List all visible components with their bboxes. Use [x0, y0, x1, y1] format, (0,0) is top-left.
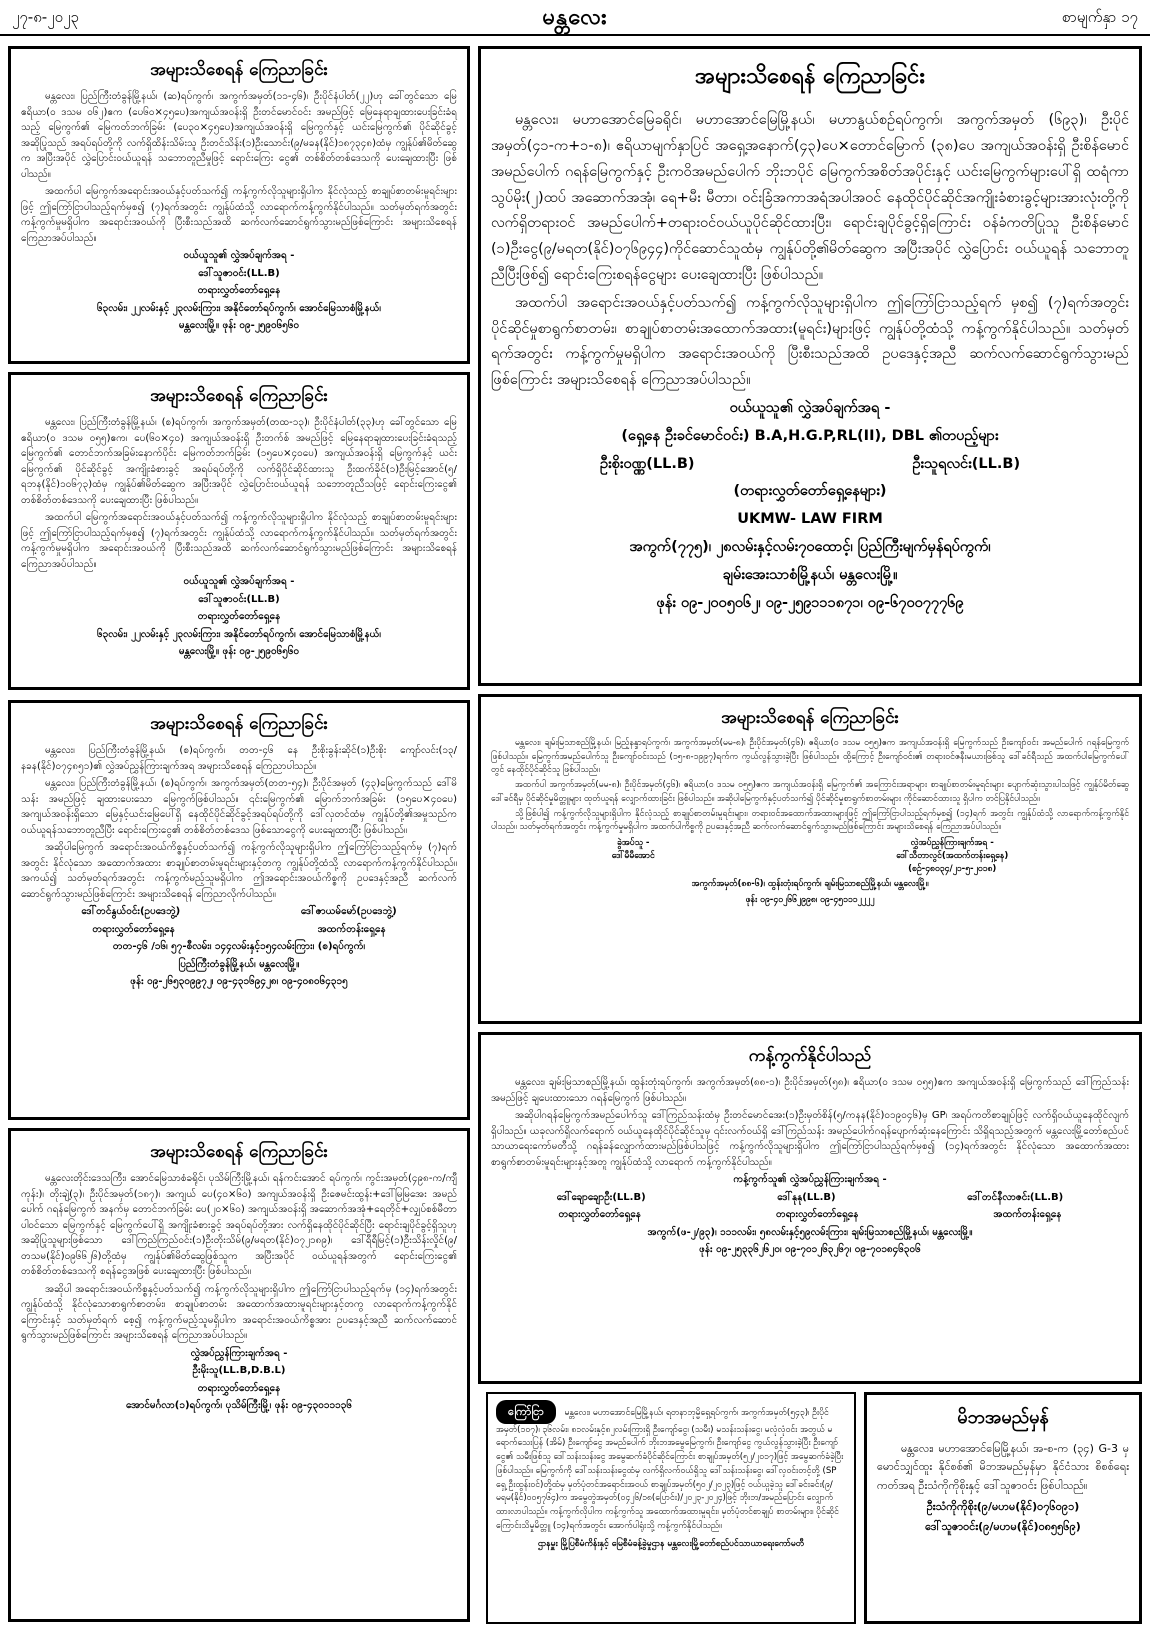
notice-ad-5 [478, 46, 1142, 686]
phone: ဖုန်း ၀၉-၂၀၀၅၀၆၂၊ ၀၉-၂၅၉၁၁၁၈၇၁၊ ၀၉-၆၇၀၀၇၇၇၆၉ [656, 594, 964, 611]
lawyer-name: ဒေါ်နုနု(LL.B) [777, 1191, 836, 1203]
address: ၆၃လမ်း၊ ၂၂လမ်းနှင့် ၂၃လမ်းကြား၊ အနိုင်တော်ရပ်ကွက်၊ အောင်မြေသာစံမြို့နယ်၊ [97, 302, 381, 314]
ad-title: ကန့်ကွက်နိုင်ပါသည် [748, 1046, 872, 1066]
lawyer-name: ဒေါ်သူဇာဝင်း(LL.B) [198, 593, 280, 605]
lawyer-title: (တရားလွှတ်တော်ရှေ့နေများ) [733, 483, 887, 500]
address: အကွက်(၇၇၅)၊ ၂၈လမ်းနှင့်လမ်း၇၀ထောင့်၊ ပြည်ကြီးမျက်မှန်ရပ်ကွက်၊ [629, 538, 991, 555]
ad-paragraph: မန္တလေး၊ မဟာအောင်မြေခရိုင်၊ မဟာအောင်မြေမြို့နယ်၊ မဟာနွယ်စဉ်ရပ်ကွက်၊ အကွက်အမှတ် (၆၉၃)၊ ဦးပိုင်အမှတ်(၄၁-က+၁-၈)၊ ဧရိယာမျက်နှာပြင် အရှေ့အနောက်(၄၃)ပေ×တောင်မြောက် (၃၈)ပေ အကျယ်အဝန်းရှိ ဦးစိန်မောင် အမည်ပေါက် ဂရန်မြေကွက်နှင့် ဦးကဝိအမည်ပေါက် ဘိုးဘပိုင် မြေကွက်အစိတ်အပိုင်းနှင့် ယင်းမြေကွက်များပေါ်ရှိ ထရံကာသွပ်မိုး(၂)ထပ် အဆောက်အအုံ၊ ရေ+မီး မီတာ၊ ဝင်းခြံအကာအရံအပါအဝင် နေထိုင်ပိုင်ဆိုင်အကျိုးခံစားခွင့်များအားလုံးတို့ကို လက်ရှိတရားဝင် အမည်ပေါက်+တရားဝင်ဝယ်ယူပိုင်ဆိုင်ထားပြီး၊ ရောင်းချပိုင်ခွင့်ရှိကြောင်း ဝန်ခံကတိပြုသူ ဦးစိန်မောင် (၁)ဦးငွေ(၉/မရတ(နိုင်)၀၇၆၉၄၄)ကိုင်ဆောင်သူထံမှ ကျွန်ုပ်တို့၏မိတ်ဆွေက အပြီးအပိုင် လွှဲပြောင်း ဝယ်ယူရန် သဘောတူညီပြီးဖြစ်၍ ရောင်းကြေးစရန်ငွေများ ပေးချေထားပြီး ဖြစ်ပါသည်။ [491, 112, 1129, 283]
license-number: (စဥ်-၄၈၀၃၄/၂၁-၅-၂၀၁၈) [908, 864, 997, 875]
address: ၆၃လမ်း၊ ၂၂လမ်းနှင့် ၂၃လမ်းကြား၊ အနိုင်တော်ရပ်ကွက်၊ အောင်မြေသာစံမြို့နယ်၊ [97, 628, 381, 640]
lawyer-name: ဒေါ်သူဇာဝင်း(LL.B) [198, 267, 280, 279]
page-number: စာမျက်နှာ ၁၇ [1062, 8, 1138, 26]
masthead-logo: မန္တလေး [542, 4, 608, 30]
phone: ဖုန်း ၀၉-၂၅၃၃၆၂၆၂၀၊ ၀၉-၇၀၁၂၆၃၂၆၇၊ ၀၉-၇၀၁၈၄၆၃၀၆ [699, 1244, 921, 1256]
lawyer-title: အထက်တန်းရှေ့နေ [317, 923, 386, 935]
ad-title: အများသိစေရန် ကြေညာခြင်း [150, 386, 328, 406]
ad-paragraph: အဆိုပါဂရန်မြေကွက်အမည်ပေါက်သူ ဒေါ်ကြည်သန်းထံမှ ဦးတင်မောင်အေး(၁)ဦးမှတ်စိန်(၅/ကနန(နိုင်)၀၁၉၀၄၆)မှ GP၊ အရပ်ကတိစာချုပ်ဖြင့် လက်ရှိဝယ်ယူနေထိုင်လျက်ရှိပါသည်။ ယခုလက်ရှိလက်ရောက် ဝယ်ယူနေထိုင်ပိုင်ဆိုင်သူမှ ၎င်းလက်ဝယ်ရှိ ဒေါ်ကြည်သန်း အမည်ပေါက်ဂရန်ပျောက်ဆုံးနေကြောင်း သိရှိရသည့်အတွက် မန္တလေးမြို့တော်စည်ပင် သာယာရေးကော်မတီသို့ ဂရန်ခန်လျှောက်ထားမည်ဖြစ်ပါသဖြင့် ကန့်ကွက်လိုသူများရှိပါက ဤကြော်ငြာပါသည့်ရက်မှစ၍ (၁၄)ရက်အတွင်း နိုင်လုံသော အထောက်အထားစာရွက်စာတမ်းမူရင်းများနှင့်အတူ ကျွန်ုပ်ထံသို့ လာရောက် ကန့်ကွက်နိုင်ပါသည်။ [491, 1110, 1129, 1168]
address: တတ-၄၆ /၁၆၊ ၅၇-စီလမ်း၊ ၁၄၄လမ်းနှင့်၁၅၄လမ်းကြား၊ (စ)ရပ်ကွက်၊ [112, 941, 366, 953]
notice-ad-4 [8, 1128, 470, 1622]
signature-line: ဝယ်ယူသူ၏ လွှဲအပ်ချက်အရ - [183, 576, 295, 588]
lawyer-names [21, 904, 457, 920]
signer-name: ဒေါ်မီမီအောင် [611, 850, 655, 861]
ad-paragraph: မန္တလေး၊ ချမ်းမြသာစည်မြို့နယ်၊ မြည့်နန္ဒာရပ်ကွက်၊ အကွက်အမှတ်(မမ-၈)၊ ဦးပိုင်အမှတ်(၄၆)၊ ဧရိယာ(၀ ဒသမ ၀၅၅)ဧက အကျယ်အဝန်းရှိ မြေကွက်သည် ဦးကျော်ဝင်း အမည်ပေါက် ဂရန်မြေကွက် ဖြစ်ပါသည်။ မြေကွက်အမည်ပေါက်သူ ဦးကျော်ဝင်းသည် (၁၅-၈-၁၉၉၇)ရက်က ကွယ်လွန်သွားခဲ့ပြီး ဖြစ်ပါသည်။ ထို့ကြောင့် ဦးကျော်ဝင်း၏ တရားဝင်ဇနီးမယားဖြစ်သူ ဒေါ်ခင်ရီသည် အထက်ပါမြေကွက်ပေါ်တွင် နေထိုင်ပိုင်ဆိုင်သူ ဖြစ်ပါသည်။ [491, 738, 1129, 775]
notice-ad-8 [486, 1392, 856, 1624]
notice-ad-1 [8, 46, 470, 364]
signature-line: လွှဲအပ်ညွှန်ကြားချက်အရ - [910, 837, 994, 848]
ad-title: အများသိစေရန် ကြေညာခြင်း [150, 1142, 328, 1162]
phone: မန္တလေးမြို့။ ဖုန်း ၀၉-၂၅၉၀၆၅၆၀ [178, 646, 300, 658]
address: အကွက်အမှတ်(၈၈-၆)၊ ထွန်းတုံးရပ်ကွက်၊ ချမ်းမြသာစည်မြို့နယ်၊ မန္တလေးမြို့။ [691, 879, 929, 890]
ad-paragraph: အထက်ပါ မြေကွက်အရောင်းအဝယ်နှင့်ပတ်သက်၍ ကန့်ကွက်လိုသူများရှိပါက နိုင်လုံသည့် စာချုပ်စာတမ်းမူရင်းများဖြင့် ဤကြော်ငြာပါသည့်ရက်မှစ၍ (၇)ရက်အတွင်း ကျွန်ုပ်ထံသို့ လာရောက်ကန့်ကွက်နိုင်ပါသည်။ သတ်မှတ်ရက်အတွင်း ကန့်ကွက်မှုမရှိပါက အရောင်းအဝယ်ကို ပြီးစီးသည်အထိ ဆက်လက်ဆောင်ရွက်သွားမည်ဖြစ်ကြောင်း အများသိစေရန် ကြေညာအပ်ပါသည်။ [21, 512, 457, 570]
firm-name: UKMW- LAW FIRM [737, 511, 883, 528]
lawyer-name: ဒေါ်သီတာလွင်(အထက်တန်းရှေ့နေ) [896, 850, 1009, 861]
notice-ad-2 [8, 372, 470, 690]
signature-line: ကန့်ကွက်သူ၏ လွှဲအပ်ညွှန်ကြားချက်အရ - [733, 1174, 887, 1186]
lawyer-name: ဒေါ်ဇာယမ်မော်(ဥပဒေဘွဲ့) [300, 906, 397, 918]
phone: ဖုန်း ၀၉-၂၆၅၃၀၉၉၇၂၊ ၀၉-၄၃၁၆၉၄၂၈၊ ၀၉-၄၀၈၀၆၄၃၁၅ [130, 976, 348, 988]
notice-ad-3 [8, 700, 470, 1120]
lawyer-names [491, 452, 1129, 478]
address: အောင်မင်္ဂလာ(၁)ရပ်ကွက်၊ ပုသိမ်ကြီးမြို့၊ ဖုန်း ၀၉-၄၃၀၁၁၁၃၆ [125, 1400, 353, 1412]
lawyer-title: တရားလွှတ်တော်ရှေ့နေ [197, 285, 281, 297]
lawyer-titles [491, 1207, 1129, 1223]
ad-paragraph: မန္တလေး၊ မဟာအောင်မြေမြို့နယ်၊ အ-စ-က (၃၄) G-3 မှ မောင်သျှင်ထူး နိုင်စစ်၏ မိဘအမည်မှန်မှာ နိုင်ငံသား စိစစ်ရေးကတ်အရ ဦးသံကိုကိုစိုးနှင့် ဒေါ်သူဇာဝင်း ဖြစ်ပါသည်။ [877, 1441, 1129, 1492]
lawyer-name: ဦးစိုးဝဏ္ဏ(LL.B) [599, 455, 695, 472]
notice-ad-9 [864, 1392, 1142, 1624]
signature-line: ခွဲအပ်သူ - [616, 837, 650, 848]
lawyer-title: တရားလွှတ်တော်ရှေ့နေ [558, 1209, 641, 1221]
lawyer-name: ဦးသူရလင်း(LL.B) [912, 455, 1021, 472]
lawyer-titles [21, 922, 457, 938]
notice-badge: ကြော်ငြာ [496, 1400, 556, 1424]
ad-paragraph: မန္တလေး၊ ပြည်ကြီးတံခွန်မြို့နယ်၊ (စ)ရပ်ကွက်၊ အကွက်အမှတ်(တထ-၁၃)၊ ဦးပိုင်နံပါတ်(၃၃)ဟု ခေါ်တွင်သော မြေဧရိယာ(၀ ဒသမ ၀၅၅)ဧက၊ ပေ(၆၀×၄၀) အကျယ်အဝန်းရှိ ဦးတက်စ် အမည်ဖြင့် မြေနေရာချထားပေးခြင်းခံရသည့် မြေကွက်၏ တောင်ဘက်အခြမ်းနောက်ပိုင်း မြေကတ်ဘက်ခြမ်း (၁၅ပေ×၄၀ပေ) အကျယ်အဝန်းရှိ မြေကွက်နှင့် ယင်းမြေကွက်၏ ပိုင်ဆိုင်ခွင့် အကျိုးခံစားခွင့် အရပ်ရပ်တို့ကို လက်ရှိပိုင်ဆိုင်ထားသူ ဦးထက်ခိုင်(၁)ဦးမြင့်အောင်(၅/ရဘန(နိုင်)၁၀၆၇၃)ထံမှ ကျွန်ုပ်၏မိတ်ဆွေက အပြီးအပိုင် လွှဲပြောင်းဝယ်ယူရန် သဘောတူညီသဖြင့် ရောင်းကြေးငွေ၏ တစ်စိတ်တစ်ဒေသကို ပေးချေထားပြီး ဖြစ်ပါသည်။ [21, 417, 457, 506]
lawyer-title: တရားလွှတ်တော်ရှေ့နေ [775, 1209, 859, 1221]
phone: မန္တလေးမြို့။ ဖုန်း ၀၉-၂၅၉၀၆၅၆၀ [178, 320, 300, 332]
lawyer-title: တရားလွှတ်တော်ရှေ့နေ [92, 923, 175, 935]
ad-paragraph: မန္တလေး၊ ပြည်ကြီးတံခွန်မြို့နယ်၊ (စ)ရပ်ကွက်၊ တတ-၄၆ နေ ဦးစိုးခွန်းဆိုင်(၁)ဦးစိုး ကျော်လင်း(၁၃/နခန(နိုင်)၀၇၄၈၅၁)၏ လွှဲအပ်ညွှန်ကြားချက်အရ အများသိစေရန် ကြေညာပါသည်။ [21, 745, 457, 772]
ad-paragraph: အထက်ပါ မြေကွက်အရောင်းအဝယ်နှင့်ပတ်သက်၍ ကန့်ကွက်လိုသူများရှိပါက နိုင်လုံသည့် စာချုပ်စာတမ်းမူရင်းများဖြင့် ဤကြော်ငြာပါသည့်ရက်မှစ၍ (၇)ရက်အတွင်း ကျွန်ုပ်ထံသို့ လာရောက်ကန့်ကွက်နိုင်ပါသည်။ သတ်မှတ်ရက်အတွင်း ကန့်ကွက်မှုမရှိပါက အရောင်းအဝယ်ကို ပြီးစီးသည်အထိ ဆက်လက်ဆောင်ရွက်သွားမည်ဖြစ်ကြောင်း အများသိစေရန် ကြေညာအပ်ပါသည်။ [21, 186, 457, 244]
page-header [0, 0, 1150, 36]
signature-line: ဝယ်ယူသူ၏ လွှဲအပ်ချက်အရ - [729, 399, 891, 416]
ad-paragraph: မန္တလေး၊ ပြည်ကြီးတံခွန်မြို့နယ်၊ (ဆ)ရပ်ကွက်၊ အကွက်အမှတ်(၁၁-၄၆)၊ ဦးပိုင်နံပါတ်(၂၂)ဟု ခေါ်တွင်သော မြေဧရိယာ(၀ ဒသမ ၀၆၂)ဧက (ပေ၆၀×၄၅ပေ)အကျယ်အဝန်းရှိ ဦးတင်မောင်ဝင်း အမည်ဖြင့် မြေနေရာချထားပေးခြင်းခံရသည့် မြေကွက်၏ မြေကတ်ဘက်ခြမ်း (ပေ၃၀×၄၅ပေ)အကျယ်အဝန်းရှိ မြေကွက်နှင့် ယင်းမြေကွက်၏ ပိုင်ဆိုင်ခွင့် အဆိုပြုသည် အရပ်ရပ်တို့ကို လက်ရှိထိန်းသိမ်းသူ ဦးတင်သိန်း(၁)ဦးသောင်း(၉/မခန(နိုင်)၁၈၇၃၄၈)ထံမှ ကျွန်ုပ်၏မိတ်ဆွေက အပြီးအပိုင် လွှဲပြောင်းဝယ်ယူရန် သဘောတူညီမှုဖြင့် ရောင်းကြေး ငွေ၏ တစ်စိတ်တစ်ဒေသကို ပေးချေထားပြီး ဖြစ်ပါသည်။ [21, 91, 457, 180]
firm-note: (ရှေ့နေ ဦးခင်မောင်ဝင်း) B.A,H.G.P,RL(II), DBL ၏တပည့်များ [621, 427, 999, 444]
issuing-office: ဌာနမှူး မြို့ပြစီမံကိန်းနှင့် မြေစီမံခန့်ခွဲမှုဌာန မန္တလေးမြို့တော်စည်ပင်သာယာရေးကော်မတီ [537, 1538, 805, 1549]
ad-paragraph: အဆိုပါ အရောင်းအဝယ်ကိစ္စနှင့်ပတ်သက်၍ ကန့်ကွက်လိုသူများရှိပါက ဤကြော်ငြာပါသည့်ရက်မှ (၁၄)ရက်အတွင်း ကျွန်ုပ်ထံသို့ နိုင်လုံသောစာရွက်စာတမ်း၊ စာချုပ်စာတမ်း အထောက်အထားမူရင်းများနှင့်တကွ လာရောက်ကန့်ကွက်နိုင်ကြောင်းနှင့် သတ်မှတ်ရက် စေ့၍ ကန့်ကွက်မည့်သူမရှိပါက အရောင်းအဝယ်ကိစ္စအား ဥပဒေနှင့်အညီ ဆက်လက်ဆောင် ရွက်သွားမည်ဖြစ်ကြောင်း အများသိစေရန် ကြေညာအပ်ပါသည်။ [21, 1283, 457, 1342]
lawyer-name: ဒေါ်တင်နွယ်ဝင်း(ဥပဒေဘွဲ့) [81, 906, 181, 918]
ad-paragraph: မန္တလေး၊ ပြည်ကြီးတံခွန်မြို့နယ်၊ (စ)ရပ်ကွက်၊ အကွက်အမှတ်(တတ-၅၄)၊ ဦးပိုင်အမှတ် (၄၃)မြေကွက်သည် ဒေါ်မိသန်း အမည်ဖြင့် ချထားပေးသော မြေကွက်ဖြစ်ပါသည်။ ၎င်းမြေကွက်၏ မြောက်ဘက်အခြမ်း (၁၅ပေ×၄၀ပေ) အကျယ်အဝန်းရှိသော မြေနှင့်ယင်းမြေပေါ်ရှိ နေထိုင်ပိုင်ဆိုင်ခွင့်အရပ်ရပ်တို့ကို ဒေါ်လှတင်ထံမှ ကျွန်ုပ်တို့၏အမှုသည်က ဝယ်ယူရန်သဘောတူညီပြီး ရောင်းကြေးငွေ၏ တစ်စိတ်တစ်ဒေသ ဖြစ်သောငွေကို ပေးချေထားပြီး ဖြစ်ပါသည်။ [21, 778, 457, 836]
phone: ဖုန်း ၀၉-၄၀၂၆၆၂၉၉၈၊ ၀၉-၄၅၁၁၁၂၂၂၂ [745, 894, 875, 905]
ad-title: အများသိစေရန် ကြေညာခြင်း [150, 714, 328, 734]
signatures [491, 837, 1129, 877]
ad-paragraph: အဆိုပါမြေကွက် အရောင်းအဝယ်ကိစ္စနှင့်ပတ်သက်၍ ကန့်ကွက်လိုသူများရှိပါက ဤကြော်ငြာသည့်ရက်မှ (၇)ရက်အတွင်း နိုင်လုံသော အထောက်အထား စာချုပ်စာတမ်းမူရင်းများနှင့်တကွ ကျွန်ုပ်တို့ထံသို့ လာရောက်ကန့်ကွက်နိုင်ပါသည်။ အကယ်၍ သတ်မှတ်ရက်အတွင်း ကန့်ကွက်မည့်သူမရှိပါက ဤအရောင်းအဝယ်ကိစ္စကို ဥပဒေနှင့်အညီ ဆက်လက်ဆောင်ရွက်သွားမည်ဖြစ်ကြောင်း အများသိစေရန် ကြေညာလိုက်ပါသည်။ [21, 842, 457, 900]
lawyer-names [491, 1190, 1129, 1206]
ad-title: အများသိစေရန် ကြေညာခြင်း [150, 60, 328, 80]
address: ချမ်းအေးသာစံမြို့နယ်၊ မန္တလေးမြို့။ [722, 566, 898, 583]
ad-title: အများသိစေရန် ကြေညာခြင်း [695, 64, 925, 89]
issue-date: ၂၇-၈-၂၀၂၃ [12, 8, 79, 26]
ad-title: အများသိစေရန် ကြေညာခြင်း [721, 708, 899, 728]
parent-name: ဒေါ်သူဇာဝင်း(၉/မဟမ(နိုင်)၀၈၅၅၆၉) [925, 1520, 1081, 1534]
ad-paragraph: မန္တလေး၊ ချမ်းမြသာစည်မြို့နယ်၊ ထွန်းတုံးရပ်ကွက်၊ အကွက်အမှတ်(၈၈-၁)၊ ဦးပိုင်အမှတ်(၅၈)၊ ဧရိယာ(၀ ဒသမ ၀၅၅)ဧက အကျယ်အဝန်းရှိ မြေကွက်သည် ဒေါ်ကြည်သန်း အမည်ဖြင့် ချပေးထားသော ဂရန်မြေကွက် ဖြစ်ပါသည်။ [491, 1077, 1129, 1104]
notice-ad-7 [478, 1032, 1142, 1384]
ad-paragraph: မန္တလေးတိုင်းဒေသကြီး၊ အောင်မြေသာစံခရိုင်၊ ပုသိမ်ကြီးမြို့နယ်၊ ရန်ကင်းအောင် ရပ်ကွက်၊ ကွင်းအမှတ်(၄၉၈-က/ကျီကုန်း)၊ တိုးချဲ့(၃)၊ ဦးပိုင်အမှတ်(၁၈၇)၊ အကျယ် ပေ(၄၀×၆၀) အကျယ်အဝန်းရှိ ဦးဇေမင်းထွန်း+ဒေါ်မြမြအေး အမည်ပေါက် ဂရန်မြေကွက် အနက်မှ တောင်ဘက်ခြမ်း ပေ(၂၀×၆၀) အကျယ်အဝန်းရှိ အဆောက်အအုံ+ရေတိုင်+လျှပ်စစ်မီတာပါဝင်သော မြေကွက်နှင့် မြေကွက်ပေါ်ရှိ အကျိုးခံစားခွင့် အရပ်ရပ်တို့အား လက်ရှိနေထိုင်ပိုင်ဆိုင်ပြီး ရောင်းချပိုင်ခွင့်ရှိသူဟု အဆိုပြုသူများဖြစ်သော ဒေါ်ကြည်ကြည်ဝင်း(၁)ဦးတိုးသိမ်(၉/မရတ(နိုင်)၀၇၂၁၈၉)၊ ဒေါ်ရီရီမြင့်(၁)ဦးသိန်းလှိုင်(၉/တသမ(နိုင်)၀၉၆၆၂၆)တို့ထံမှ ကျွန်ုပ်၏မိတ်ဆွေဖြစ်သူက အပြီးအပိုင် ဝယ်ယူရန်အတွက် ရောင်းကြေးငွေ၏ တစ်စိတ်တစ်ဒေသကို စရန်ငွေအဖြစ် ပေးချေထားပြီး ဖြစ်ပါသည်။ [21, 1173, 457, 1278]
lawyer-title: တရားလွှတ်တော်ရှေ့နေ [197, 1382, 281, 1394]
ad-paragraph: အထက်ပါ အရောင်းအဝယ်နှင့်ပတ်သက်၍ ကန့်ကွက်လိုသူများရှိပါက ဤကြော်ငြာသည့်ရက် မှစ၍ (၇)ရက်အတွင်း ပိုင်ဆိုင်မှုစာရွက်စာတမ်း၊ စာချုပ်စာတမ်းအထောက်အထား(မူရင်း)များဖြင့် ကျွန်ုပ်တို့ထံသို့ ကန့်ကွက်နိုင်ပါသည်။ သတ်မှတ်ရက်အတွင်း ကန့်ကွက်မှုမရှိပါက အရောင်းအဝယ်ကို ပြီးစီးသည်အထိ ဥပဒေနှင့်အညီ ဆက်လက်ဆောင်ရွက်သွားမည်ဖြစ်ကြောင်း အများသိစေရန် ကြေညာအပ်ပါသည်။ [491, 294, 1129, 389]
lawyer-title: အထက်တန်းရှေ့နေ [993, 1209, 1062, 1221]
ad-paragraph: အထက်ပါ အကွက်အမှတ်(မမ-၈)၊ ဦးပိုင်အမှတ်(၄၆)၊ ဧရိယာ(၀ ဒသမ ၀၅၅)ဧက အကျယ်အဝန်းရှိ မြေကွက်၏ အကြောင်းအရာများ စာချုပ်စာတမ်းမူရင်းများ ပျောက်ဆုံးသွားပါသဖြင့် ကျွန်ုပ်မိတ်ဆွေ ဒေါ်ခင်ရီမှ ပိုင်ဆိုင်မှုမိတ္တူများ ထုတ်ယူရန် လျှောက်ထားခြင်း ဖြစ်ပါသည်။ အဆိုပါမြေကွက်နှင့်ပတ်သက်၍ ပိုင်ဆိုင်မှုစာရွက်စာတမ်းများ ကိုင်ဆောင်ထားသူ ရှိပါက တင်ပြနိုင်ပါသည်။ [491, 780, 1129, 804]
address: ပြည်ကြီးတံခွန်မြို့နယ်၊ မန္တလေးမြို့။ [178, 958, 300, 970]
signature-line: ဝယ်ယူသူ၏ လွှဲအပ်ချက်အရ - [183, 250, 295, 262]
address: အကွက်(ဖ-၂/၉၃)၊ ၁၁၁လမ်း၊ ၅၈လမ်းနှင့်၅၉လမ်းကြား၊ ချမ်းမြသာစည်မြို့နယ်၊ မန္တလေးမြို့။ [647, 1226, 973, 1238]
lawyer-title: တရားလွှတ်တော်ရှေ့နေ [197, 611, 281, 623]
lawyer-name: ဒေါ်တင်နီလာဇင်း(LL.B) [967, 1191, 1064, 1203]
lawyer-name: ဒေါ်ချောချောဦး(LL.B) [556, 1191, 646, 1203]
ad-paragraph: မန္တလေး၊ မဟာအောင်မြေမြို့နယ်၊ ရတနာဘုမ္မိရှေ့ရပ်ကွက်၊ အကွက်အမှတ်(၅၄၃)၊ ဦးပိုင်အမှတ်(၁၀၇)၊ ၃၆လမ်း၊ ၈၁လမ်းနှင့်၈၂လမ်းကြားရှိ ဦးကျော်ငွေ၊ (သမီး) မသန်းသန်းငွေ၊ မလုံလုံဝင်း အတွယ် မရောက်သေးပြန် (အိမ်) ဦးကျော်ငွေ အမည်ပေါက် ဘိုးဘအမွေမြေကွက်၊ ဦးကျော်ငွေ ကွယ်လွန်သွားခဲ့ပြီး ဦးကျော်ငွေ၏ သမီးဖြစ်သူ ဒေါ်သန်းသန်းငွေ အမွေဆက်ခံပိုင်ဆိုင်ကြောင်း စာချုပ်အမှတ်(၅၂/၂၀၁၇)ဖြင့် အမွေဆက်ခံခဲ့ပြီး ဖြစ်ပါသည်။ မြေကွက်ကို ဒေါ်သန်းသန်းငွေထံမှ လက်ရှိလက်ဝယ်ရှိသူ ဒေါ်သန်းသန်းငွေ၊ ဒေါ်လှဝင်းတင့်တို့ (SP ရှေ့ ဦးထွန်းဝင်)တို့ထံမှ မှတ်ပုံတင်အရောင်းအဝယ် စာချုပ်အမှတ်(၅၀၂/၂၀၂၃)ဖြင့် ဝယ်ယူခဲ့သူ ဒေါ်ခင်းခင်း(၉/မရမ(နိုင်)၀၀၅၇၆၄)က အမွေတွဲအမှတ်(၀၄၂၆/၁၈(ပြောင်း)/၂၀၂၃-၂၀၂၄)ဖြင့် ဘိုးဘ/အမည်ပြောင်း လျှောက် ထားလာပါသည်။ ကန့်ကွက်လိုပါက ကန့်ကွက်သူ အထောက်အထားမူရင်း၊ မှတ်ပုံတင်စာချုပ် စာတမ်းများ၊ ပိုင်ဆိုင်ကြောင်းသိမှုမိတ္တူ (၁၄)ရက်အတွင်း အောက်ပါရုံးသို့ ကန့်ကွက်နိုင်ပါသည်။ [496, 1408, 844, 1531]
signature-line: လွှဲအပ်ညွှန်ကြားချက်အရ - [190, 1347, 288, 1359]
ad-paragraph: သို့ဖြစ်ပါ၍ ကန့်ကွက်လိုသူများရှိပါက နိုင်လုံသည့် စာချုပ်စာတမ်းမူရင်းများ၊ တရားဝင်အထောက်အထားများဖြင့် ဤကြော်ငြာပါသည့်ရက်မှစ၍ (၁၄)ရက် အတွင်း ကျွန်ုပ်ထံသို့ လာရောက်ကန့်ကွက်နိုင်ပါသည်။ သတ်မှတ်ရက်အတွင်း ကန့်ကွက်မှုမရှိပါက အထက်ပါကိစ္စကို ဥပဒေနှင့်အညီ ဆက်လက်ဆောင်ရွက်သွားမည်ဖြစ်ကြောင်း အများသိစေရန် ကြေညာအပ်ပါသည်။ [491, 808, 1129, 833]
ad-title: မိဘအမည်မှန် [957, 1407, 1049, 1428]
lawyer-name: ဦးမိုးသူ(LL.B,D.B.L) [192, 1365, 286, 1377]
notice-ad-6 [478, 694, 1142, 1024]
parent-name: ဦးသံကိုကိုစိုး(၉/မဟမ(နိုင်)၀၇၆၀၉၁) [926, 1499, 1080, 1513]
